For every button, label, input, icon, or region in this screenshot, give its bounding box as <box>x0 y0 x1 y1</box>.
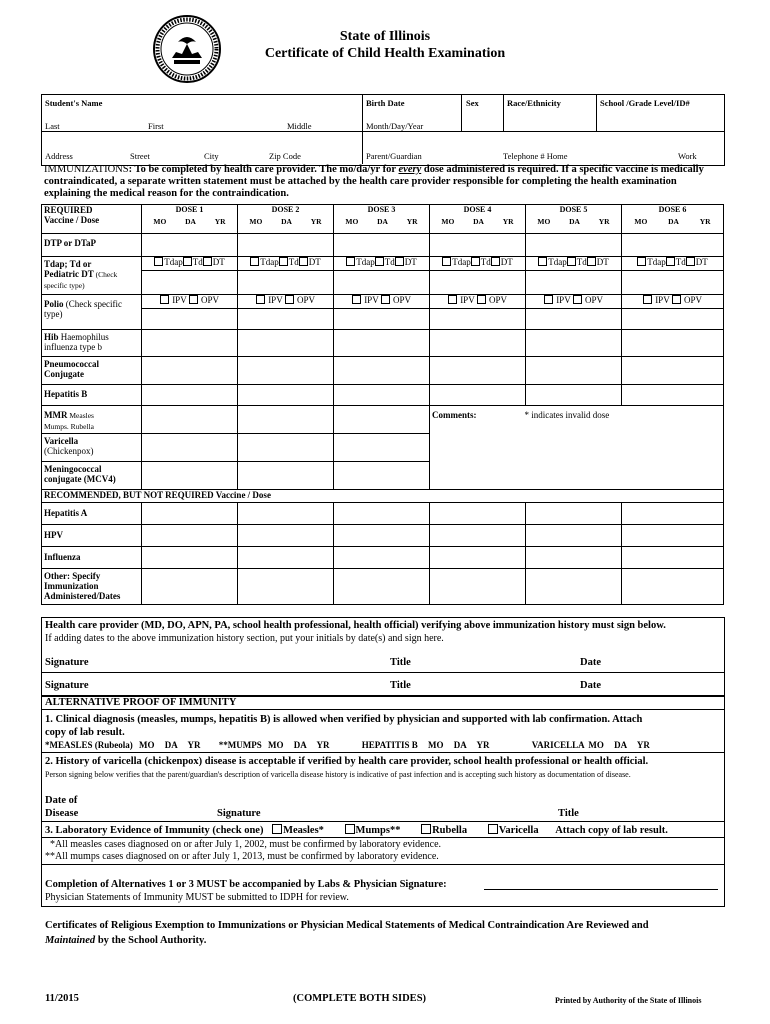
dose-1-header: DOSE 1 <box>175 205 204 214</box>
hpv-row: HPV <box>42 525 724 547</box>
tdap-type-checkboxes[interactable]: Tdap Td DT <box>334 257 430 271</box>
dose-cell[interactable] <box>142 309 238 330</box>
clinical-diagnosis-text: 1. Clinical diagnosis (measles, mumps, hepatitis B) is allowed when verified by physician and supported with lab confirmation. Attach <box>45 714 643 725</box>
dose-cell[interactable] <box>334 525 430 547</box>
polio-type-checkboxes[interactable]: IPV OPV <box>622 295 724 309</box>
dose-cell[interactable] <box>238 385 334 406</box>
dose-cell[interactable] <box>142 406 238 434</box>
dose-cell[interactable] <box>238 271 334 295</box>
dose-cell[interactable] <box>238 357 334 385</box>
city-label: City <box>204 151 219 161</box>
telephone-home-field[interactable]: Telephone # Home <box>503 151 568 161</box>
dose-cell[interactable] <box>238 462 334 490</box>
tdap-options-row: Tdap; Td or Pediatric DT (Check specific type) Tdap Td DT Tdap Td DT Tdap Td DT Tdap Td DT Tdap Td DT Tdap Td DT <box>42 257 724 271</box>
tdap-type-checkboxes[interactable]: Tdap Td DT <box>622 257 724 271</box>
last-name-field[interactable]: Last <box>45 121 60 131</box>
state-title: State of Illinois <box>339 29 431 44</box>
clinical-diagnosis-dates[interactable]: *MEASLES (Rubeola) MO DA YR **MUMPS MO DA YR HEPATITIS B MO DA YR VARICELLA MO DA YR <box>45 740 650 750</box>
hepatitis-a-row: Hepatitis A <box>42 503 724 525</box>
maintained-text: Maintained by the School Authority. <box>45 935 207 946</box>
pneumococcal-row: Pneumococcal Conjugate <box>42 357 724 385</box>
dose-cell[interactable] <box>526 234 622 257</box>
provider-instruction: Health care provider (MD, DO, APN, PA, school health professional, health official) verifying above immunization history must sign below. <box>45 620 666 631</box>
race-label: Race/Ethnicity <box>507 98 561 108</box>
dose-cell[interactable] <box>526 569 622 605</box>
varicella-history-note: Person signing below verifies that the parent/guardian's description of varicella disease history is indicative of past infection and is accepting such history as documentation of disease. <box>45 770 631 779</box>
dose-cell[interactable] <box>142 385 238 406</box>
dose-3-header: DOSE 3 <box>367 205 396 214</box>
dose-cell[interactable] <box>526 503 622 525</box>
religious-exemption-text: Certificates of Religious Exemption to Immunizations or Physician Medical Statements of Medical Contraindication Are Reviewed and <box>45 920 649 931</box>
hib-row: Hib Haemophilus influenza type b <box>42 330 724 357</box>
dose-cell[interactable] <box>142 330 238 357</box>
first-name-field[interactable]: First <box>148 121 164 131</box>
dose-cell[interactable] <box>622 503 724 525</box>
meningococcal-row: Meningococcal conjugate (MCV4) <box>42 462 724 490</box>
dose-cell[interactable] <box>334 385 430 406</box>
dose-cell[interactable] <box>142 271 238 295</box>
dose-cell[interactable] <box>334 503 430 525</box>
birth-date-field[interactable]: Month/Day/Year <box>366 121 424 131</box>
measles-note: *All measles cases diagnosed on or after July 1, 2002, must be confirmed by laboratory evidence. <box>50 839 442 850</box>
dose-2-header: DOSE 2 <box>271 205 300 214</box>
varicella-title-label: Title <box>558 808 579 819</box>
polio-dates-row <box>42 309 724 330</box>
dose-cell[interactable] <box>622 357 724 385</box>
dose-cell[interactable] <box>430 547 526 569</box>
varicella-checkbox[interactable]: Varicella <box>488 825 539 836</box>
polio-options-row: Polio (Check specific type) IPV OPV IPV OPV IPV OPV IPV OPV IPV OPV IPV OPV <box>42 295 724 309</box>
dose-cell[interactable] <box>334 330 430 357</box>
complete-both-sides: (COMPLETE BOTH SIDES) <box>293 993 427 1004</box>
polio-type-checkboxes[interactable]: IPV OPV <box>142 295 238 309</box>
dose-cell[interactable] <box>238 234 334 257</box>
varicella-row: Varicella (Chickenpox) <box>42 434 724 462</box>
lab-evidence-row: 3. Laboratory Evidence of Immunity (check one) Measles* Mumps** Rubella Varicella Attach copy of lab result. <box>45 825 668 836</box>
other-row: Other: Specify Immunization Administered/Dates <box>42 569 724 605</box>
signature-line-1[interactable] <box>41 672 724 673</box>
students-name-label: Student's Name <box>45 98 103 108</box>
title-label-1: Title <box>390 657 411 668</box>
dose-cell[interactable] <box>526 385 622 406</box>
alternative-proof-heading: ALTERNATIVE PROOF OF IMMUNITY <box>45 697 237 708</box>
mumps-checkbox[interactable]: Mumps** <box>345 825 401 836</box>
mmr-row: MMR Measles Mumps. Rubella Comments: * indicates invalid dose <box>42 406 724 434</box>
polio-type-checkboxes[interactable]: IPV OPV <box>238 295 334 309</box>
dose-cell[interactable] <box>622 525 724 547</box>
recommended-header-row: RECOMMENDED, BUT NOT REQUIRED Vaccine / Dose <box>42 490 724 503</box>
dose-cell[interactable] <box>142 462 238 490</box>
influenza-row: Influenza <box>42 547 724 569</box>
hepatitis-b-row: Hepatitis B <box>42 385 724 406</box>
dtp-row: DTP or DTaP <box>42 234 724 257</box>
comments-area[interactable]: Comments: * indicates invalid dose <box>430 406 724 490</box>
dose-cell[interactable] <box>238 525 334 547</box>
printed-by-authority: Printed by Authority of the State of Illinois <box>555 996 702 1005</box>
street-label: Street <box>130 151 150 161</box>
dose-cell[interactable] <box>430 525 526 547</box>
dose-cell[interactable] <box>526 525 622 547</box>
zip-label: Zip Code <box>269 151 301 161</box>
provider-initials-note: If adding dates to the above immunization history section, put your initials by date(s) and sign here. <box>45 633 444 644</box>
school-label: School /Grade Level/ID# <box>600 98 690 108</box>
tdap-type-checkboxes[interactable]: Tdap Td DT <box>430 257 526 271</box>
varicella-history-text: 2. History of varicella (chickenpox) disease is acceptable if verified by health care provider, school health professional or health official. <box>45 756 649 767</box>
tdap-dates-row <box>42 271 724 295</box>
measles-checkbox[interactable]: Measles* <box>272 825 324 836</box>
dose-cell[interactable] <box>142 525 238 547</box>
dose-header-row: REQUIRED Vaccine / Dose DOSE 1 MO DA YR DOSE 2 MO DA YR DOSE 3 MO DA YR DOSE 4 MO DA YR DOSE 5 MO DA YR DOSE 6 MO DA YR <box>42 205 724 234</box>
dose-cell[interactable] <box>142 234 238 257</box>
dose-cell[interactable] <box>622 385 724 406</box>
dose-5-header: DOSE 5 <box>559 205 588 214</box>
varicella-signature-line[interactable] <box>41 821 724 822</box>
alternative-proof-box <box>41 695 725 907</box>
tdap-type-checkboxes[interactable]: Tdap Td DT <box>526 257 622 271</box>
signature-label-1: Signature <box>45 657 89 668</box>
dose-cell[interactable] <box>430 309 526 330</box>
polio-type-checkboxes[interactable]: IPV OPV <box>526 295 622 309</box>
polio-type-checkboxes[interactable]: IPV OPV <box>430 295 526 309</box>
dose-cell[interactable] <box>334 434 430 462</box>
dose-cell[interactable] <box>526 309 622 330</box>
immunizations-instructions: IMMUNIZATIONS: To be completed by health care provider. The mo/da/yr for every dose administered is required. If a specific vaccine is medically contraindicated, a separate written statement must be attached by the health care provider responsible for completing the health examination explaining the medical reason for the contraindication. <box>44 164 704 199</box>
dose-cell[interactable] <box>430 503 526 525</box>
dose-cell[interactable] <box>334 547 430 569</box>
dose-4-header: DOSE 4 <box>463 205 492 214</box>
dose-cell[interactable] <box>334 271 430 295</box>
dose-cell[interactable] <box>526 271 622 295</box>
dose-cell[interactable] <box>238 569 334 605</box>
dose-cell[interactable] <box>334 569 430 605</box>
dose-cell[interactable] <box>430 569 526 605</box>
dose-cell[interactable] <box>622 547 724 569</box>
signature-label-2: Signature <box>45 680 89 691</box>
dose-cell[interactable] <box>238 434 334 462</box>
form-date: 11/2015 <box>45 993 79 1004</box>
dose-cell[interactable] <box>334 357 430 385</box>
physician-statements-text: Physician Statements of Immunity MUST be submitted to IDPH for review. <box>45 892 349 903</box>
dose-cell[interactable] <box>142 547 238 569</box>
dose-cell[interactable] <box>526 330 622 357</box>
dose-cell[interactable] <box>334 309 430 330</box>
immunization-table <box>41 204 724 605</box>
date-label-1: Date <box>580 657 601 668</box>
dose-6-header: DOSE 6 <box>658 205 687 214</box>
tdap-type-checkboxes[interactable]: Tdap Td DT <box>142 257 238 271</box>
dose-cell[interactable] <box>430 234 526 257</box>
dose-cell[interactable] <box>334 462 430 490</box>
dose-cell[interactable] <box>430 357 526 385</box>
parent-guardian-field[interactable]: Parent/Guardian <box>366 151 422 161</box>
dose-cell[interactable] <box>622 330 724 357</box>
dose-cell[interactable] <box>622 309 724 330</box>
dose-cell[interactable] <box>430 330 526 357</box>
lab-physician-signature-line[interactable] <box>484 889 718 890</box>
form-title: Certificate of Child Health Examination <box>264 46 506 61</box>
address-field[interactable]: Address <box>45 151 73 161</box>
dose-cell[interactable] <box>622 569 724 605</box>
completion-text: Completion of Alternatives 1 or 3 MUST be accompanied by Labs & Physician Signature: <box>45 879 447 890</box>
birth-date-label: Birth Date <box>366 98 405 108</box>
dose-cell[interactable] <box>238 547 334 569</box>
tdap-type-checkboxes[interactable]: Tdap Td DT <box>238 257 334 271</box>
dose-cell[interactable] <box>334 234 430 257</box>
telephone-work-field[interactable]: Work <box>678 151 697 161</box>
dose-cell[interactable] <box>430 271 526 295</box>
date-of-label: Date of <box>45 795 78 806</box>
varicella-signature-label: Signature <box>217 808 261 819</box>
title-label-2: Title <box>390 680 411 691</box>
dose-cell[interactable] <box>430 385 526 406</box>
dose-cell[interactable] <box>142 357 238 385</box>
dose-cell[interactable] <box>622 271 724 295</box>
dose-cell[interactable] <box>238 330 334 357</box>
dose-cell[interactable] <box>238 309 334 330</box>
date-label-2: Date <box>580 680 601 691</box>
rubella-checkbox[interactable]: Rubella <box>421 825 467 836</box>
dose-cell[interactable] <box>334 406 430 434</box>
mumps-note: **All mumps cases diagnosed on or after July 1, 2013, must be confirmed by laboratory evidence. <box>45 851 439 862</box>
lab-copy-text: copy of lab result. <box>45 727 125 738</box>
dose-cell[interactable] <box>142 503 238 525</box>
sex-label: Sex <box>466 98 479 108</box>
dose-cell[interactable] <box>142 434 238 462</box>
dose-cell[interactable] <box>238 406 334 434</box>
dose-cell[interactable] <box>622 234 724 257</box>
dose-cell[interactable] <box>526 547 622 569</box>
middle-name-field[interactable]: Middle <box>287 121 312 131</box>
dose-cell[interactable] <box>238 503 334 525</box>
dose-cell[interactable] <box>526 357 622 385</box>
disease-label: Disease <box>45 808 79 819</box>
polio-type-checkboxes[interactable]: IPV OPV <box>334 295 430 309</box>
dose-cell[interactable] <box>142 569 238 605</box>
